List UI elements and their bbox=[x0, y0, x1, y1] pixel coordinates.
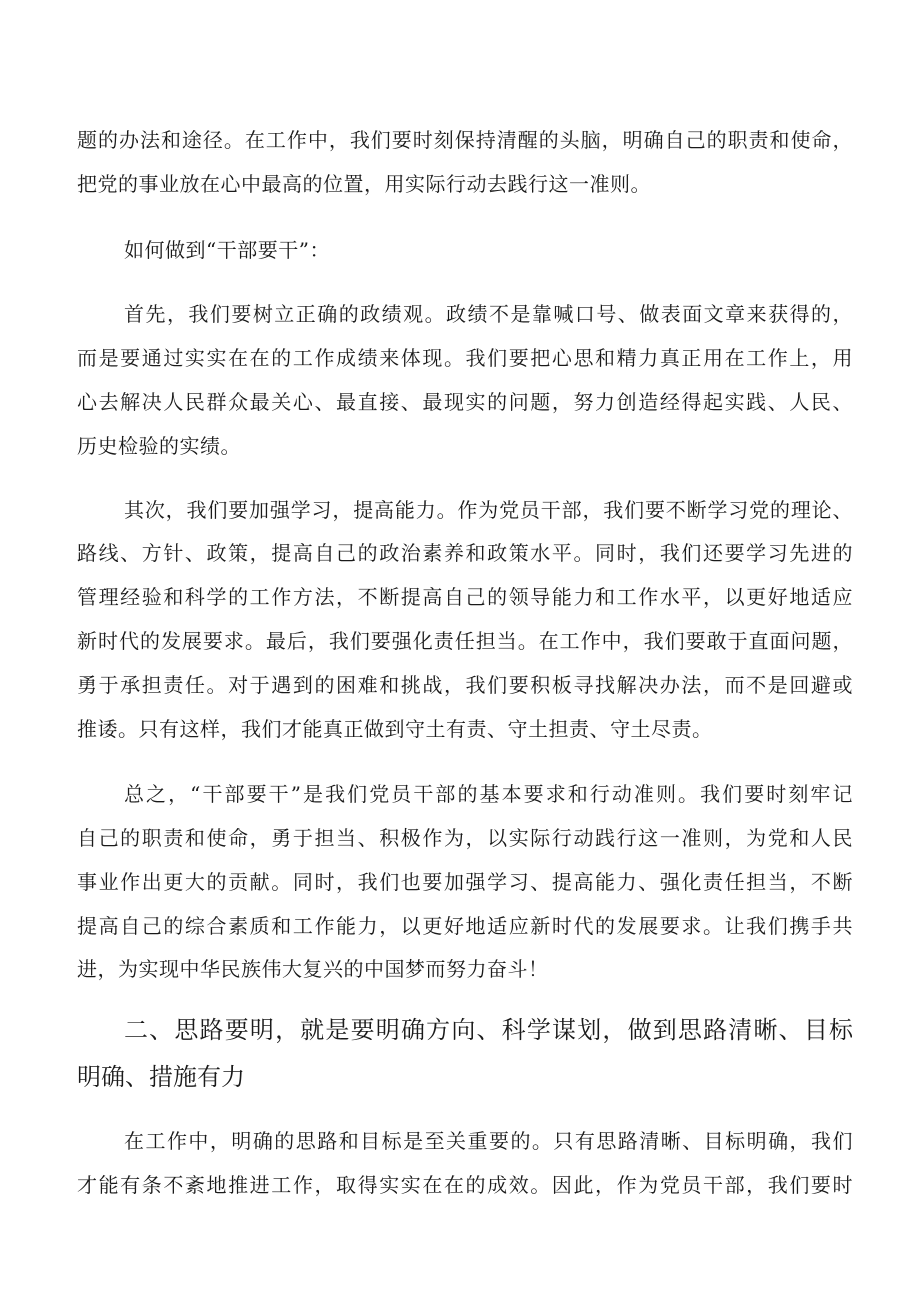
paragraph-line: 自己的职责和使命，勇于担当、积极作为，以实际行动践行这一准则，为党和人民 bbox=[77, 826, 853, 850]
section-heading-line: 明确、措施有力 bbox=[77, 1063, 245, 1091]
paragraph-line: 其次，我们要加强学习，提高能力。作为党员干部，我们要不断学习党的理论、 bbox=[124, 498, 853, 522]
paragraph-line: 心去解决人民群众最关心、最直接、最现实的问题，努力创造经得起实践、人民、 bbox=[77, 390, 853, 414]
paragraph-line: 总之，“干部要干”是我们党员干部的基本要求和行动准则。我们要时刻牢记 bbox=[124, 782, 853, 806]
paragraph-line: 才能有条不紊地推进工作，取得实实在在的成效。因此，作为党员干部，我们要时 bbox=[77, 1173, 853, 1197]
paragraph-line: 管理经验和科学的工作方法，不断提高自己的领导能力和工作水平，以更好地适应 bbox=[77, 585, 853, 609]
paragraph-line: 推诿。只有这样，我们才能真正做到守土有责、守土担责、守土尽责。 bbox=[77, 717, 713, 741]
paragraph-line: 提高自己的综合素质和工作能力，以更好地适应新时代的发展要求。让我们携手共 bbox=[77, 914, 853, 938]
paragraph-line: 事业作出更大的贡献。同时，我们也要加强学习、提高能力、强化责任担当，不断 bbox=[77, 870, 853, 894]
paragraph-line: 如何做到“干部要干”： bbox=[124, 238, 330, 262]
paragraph-line: 在工作中，明确的思路和目标是至关重要的。只有思路清晰、目标明确，我们 bbox=[124, 1129, 853, 1153]
paragraph-line: 历史检验的实绩。 bbox=[77, 434, 241, 458]
paragraph-line: 进，为实现中华民族伟大复兴的中国梦而努力奋斗！ bbox=[77, 957, 549, 981]
paragraph-line: 新时代的发展要求。最后，我们要强化责任担当。在工作中，我们要敢于直面问题， bbox=[77, 629, 853, 653]
paragraph-line: 而是要通过实实在在的工作成绩来体现。我们要把心思和精力真正用在工作上，用 bbox=[77, 346, 853, 370]
section-heading-line: 二、思路要明，就是要明确方向、科学谋划，做到思路清晰、目标 bbox=[124, 1016, 853, 1044]
paragraph-line: 首先，我们要树立正确的政绩观。政绩不是靠喊口号、做表面文章来获得的， bbox=[124, 302, 853, 326]
paragraph-line: 勇于承担责任。对于遇到的困难和挑战，我们要积板寻找解决办法，而不是回避或 bbox=[77, 673, 853, 697]
paragraph-line: 路线、方针、政策，提高自己的政治素养和政策水平。同时，我们还要学习先进的 bbox=[77, 541, 853, 565]
paragraph-line: 把党的事业放在心中最高的位置，用实际行动去践行这一准则。 bbox=[77, 172, 651, 196]
paragraph-line: 题的办法和途径。在工作中，我们要时刻保持清醒的头脑，明确自己的职责和使命， bbox=[77, 128, 853, 152]
